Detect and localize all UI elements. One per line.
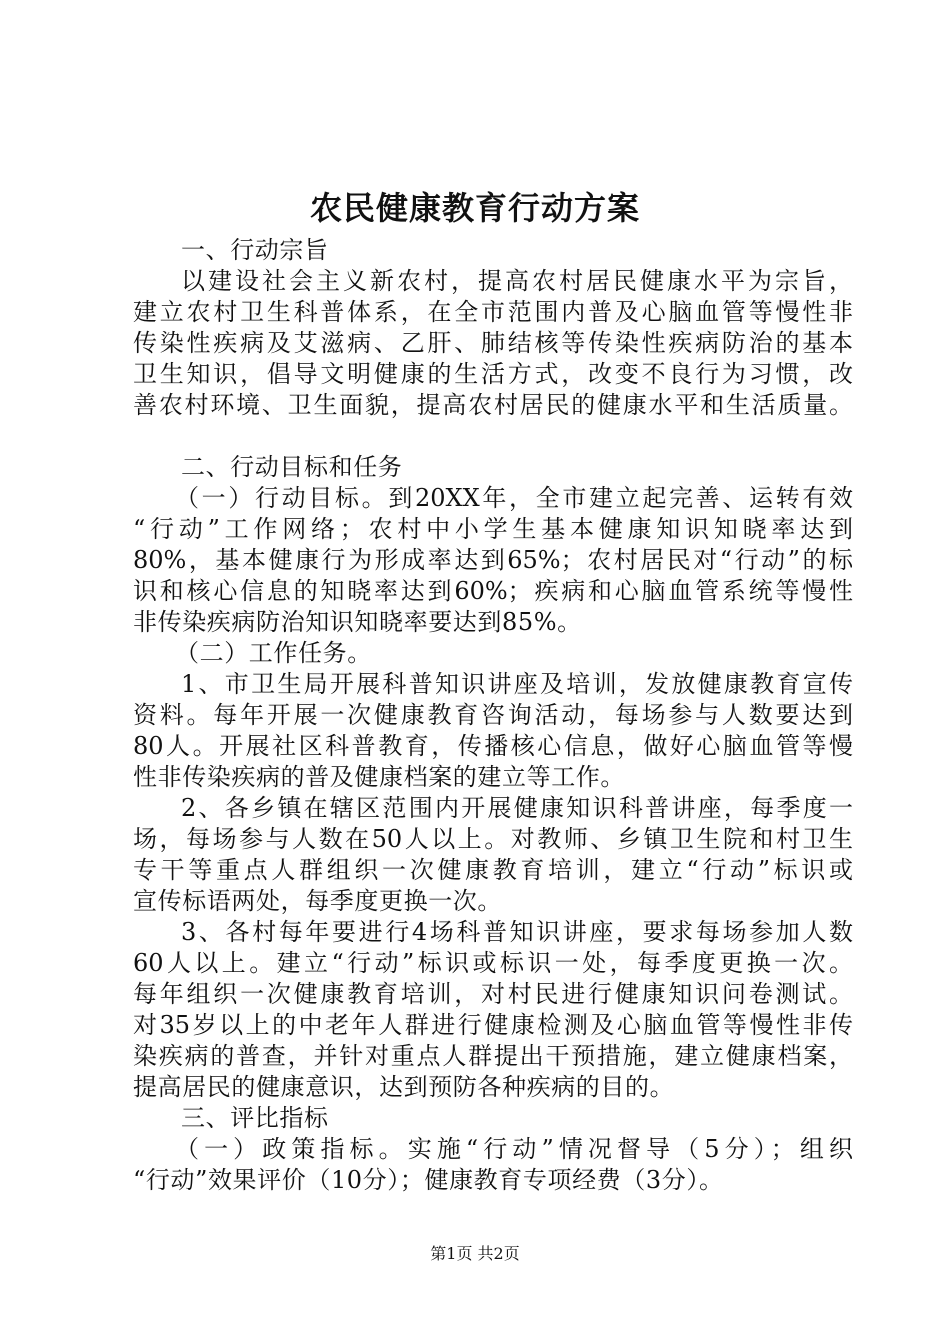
- paragraph-line: “行动”工作网络；农村中小学生基本健康知识知晓率达到: [133, 515, 853, 543]
- paragraph-line: 以建设社会主义新农村，提高农村居民健康水平为宗旨，: [181, 267, 853, 295]
- paragraph-line: 资料。每年开展一次健康教育咨询活动，每场参与人数要达到: [133, 701, 853, 729]
- paragraph-line: 提高居民的健康意识，达到预防各种疾病的目的。: [133, 1073, 675, 1101]
- paragraph-line: 2、各乡镇在辖区范围内开展健康知识科普讲座，每季度一: [181, 794, 853, 822]
- paragraph-line: 对35岁以上的中老年人群进行健康检测及心脑血管等慢性非传: [133, 1011, 853, 1039]
- paragraph-line: 非传染疾病防治知识知晓率要达到85%。: [133, 608, 582, 636]
- paragraph-line: （一）行动目标。到20XX年，全市建立起完善、运转有效: [175, 484, 853, 512]
- paragraph-line: 善农村环境、卫生面貌，提高农村居民的健康水平和生活质量。: [133, 391, 853, 419]
- section-heading: 三、评比指标: [181, 1104, 329, 1132]
- page-footer: 第1页 共2页: [430, 1244, 520, 1263]
- paragraph-line: 每年组织一次健康教育培训，对村民进行健康知识问卷测试。: [133, 980, 853, 1008]
- paragraph-line: 识和核心信息的知晓率达到60%；疾病和心脑血管系统等慢性: [133, 577, 853, 605]
- section-heading: 二、行动目标和任务: [181, 453, 403, 481]
- paragraph-line: 60人以上。建立“行动”标识或标识一处，每季度更换一次。: [133, 949, 853, 977]
- section-heading: 一、行动宗旨: [181, 236, 329, 264]
- paragraph-line: 80%，基本健康行为形成率达到65%；农村居民对“行动”的标: [133, 546, 853, 574]
- paragraph-line: 传染性疾病及艾滋病、乙肝、肺结核等传染性疾病防治的基本: [133, 329, 853, 357]
- paragraph-line: 专干等重点人群组织一次健康教育培训，建立“行动”标识或: [133, 856, 853, 884]
- paragraph-line: 染疾病的普查，并针对重点人群提出干预措施，建立健康档案，: [133, 1042, 853, 1070]
- paragraph-line: 卫生知识，倡导文明健康的生活方式，改变不良行为习惯，改: [133, 360, 853, 388]
- document-title: 农民健康教育行动方案: [309, 189, 640, 227]
- paragraph-line: 建立农村卫生科普体系，在全市范围内普及心脑血管等慢性非: [133, 298, 853, 326]
- paragraph-line: “行动”效果评价（10分）；健康教育专项经费（3分）。: [133, 1166, 724, 1194]
- subsection-heading: （二）工作任务。: [175, 639, 372, 667]
- paragraph-line: 1、市卫生局开展科普知识讲座及培训，发放健康教育宣传: [181, 670, 853, 698]
- paragraph-line: 性非传染疾病的普及健康档案的建立等工作。: [133, 763, 625, 791]
- paragraph-line: 宣传标语两处，每季度更换一次。: [133, 887, 502, 915]
- paragraph-line: 3、各村每年要进行4场科普知识讲座，要求每场参加人数: [181, 918, 853, 946]
- paragraph-line: 场，每场参与人数在50人以上。对教师、乡镇卫生院和村卫生: [133, 825, 853, 853]
- paragraph-line: 80人。开展社区科普教育，传播核心信息，做好心脑血管等慢: [133, 732, 853, 760]
- paragraph-line: （一）政策指标。实施“行动”情况督导（5分）；组织: [175, 1135, 853, 1163]
